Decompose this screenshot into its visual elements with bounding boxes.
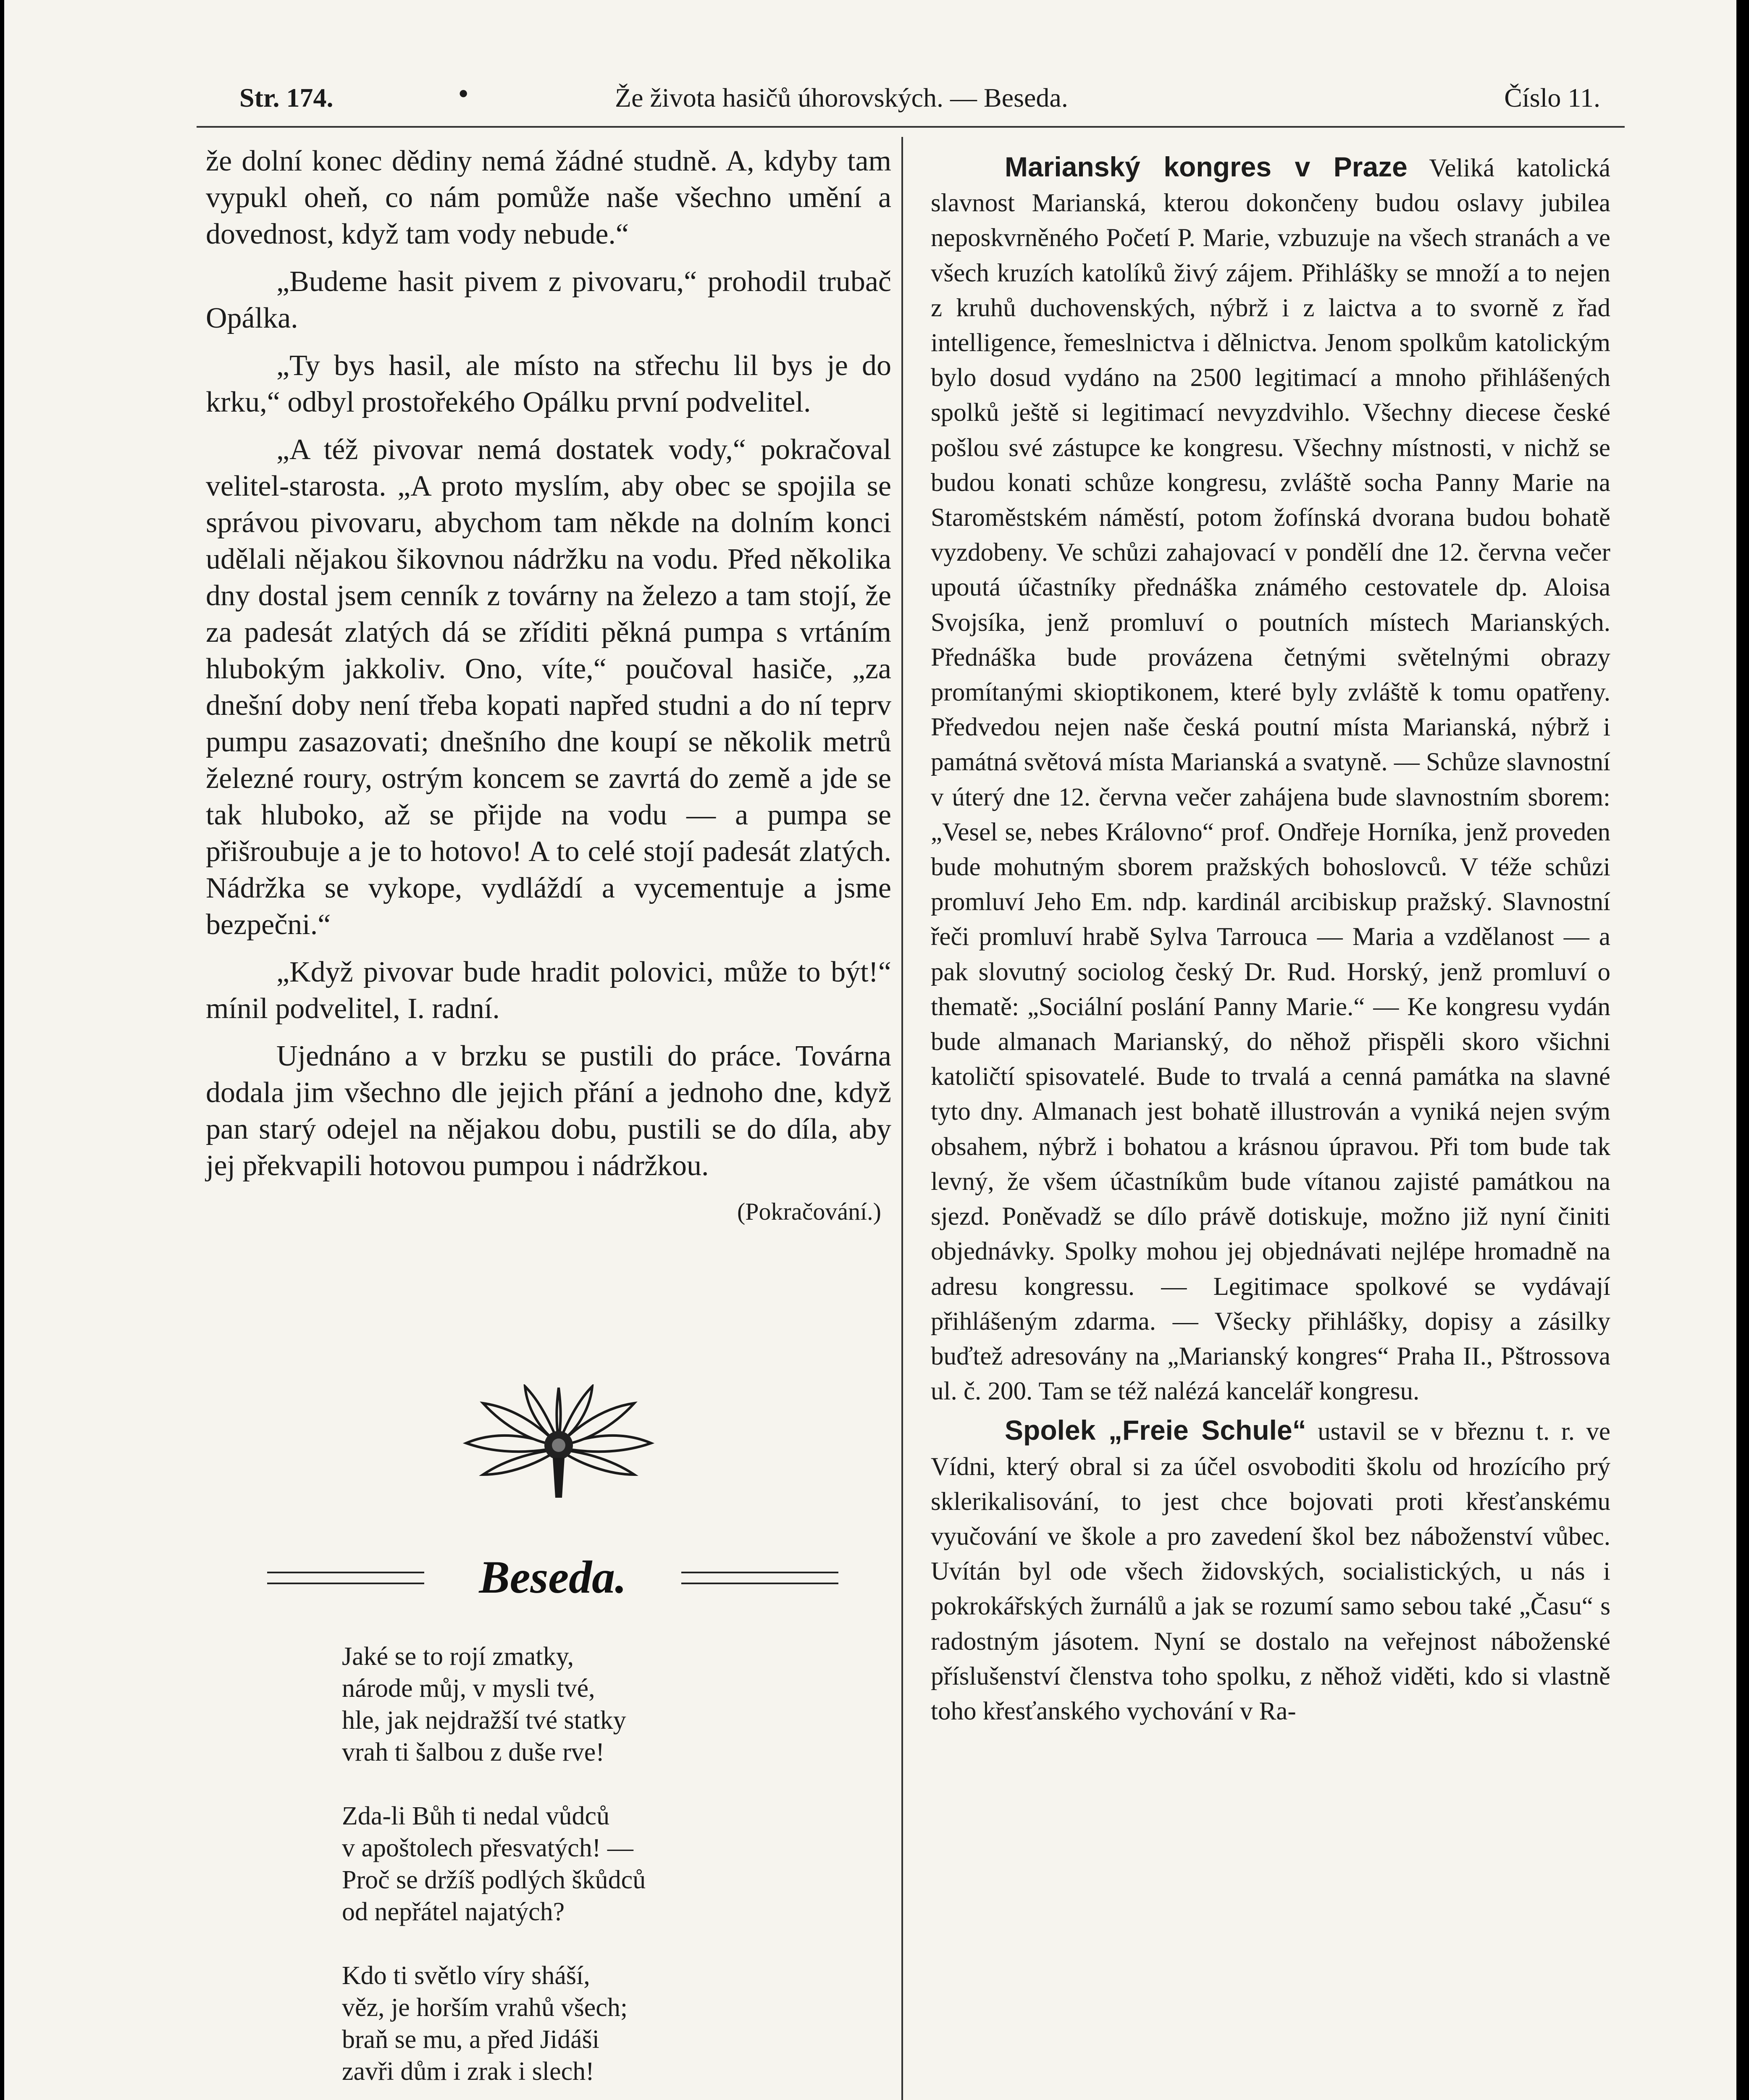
story-paragraph: „Budeme hasit pivem z pivovaru,“ prohodil trubač Opálka. xyxy=(206,265,891,334)
article-text: ustavil se v březnu t. r. ve Vídni, který obral si za účel osvoboditi školu od hrozícího prý sklerikalisování, to jest chce bojovati proti křesťanskému vyučování ve škole a pro zavedení škol bez náboženství vůbec. Uvítán byl ode všech židovských, socialistických, u nás i pokrokářských žurnálů a jak se rozumí samo sebou také „Času“ s radostným jásotem. Nyní se dostalo na veřejnost náboženské příslušenství členstva toho spolku, z něhož viděti, kdo si vlastně toho křesťanského vychování v Ra- xyxy=(931,1418,1610,1725)
running-title: Že života hasičů úhorovských. — Beseda. xyxy=(615,83,1068,113)
poem-line: hle, jak nejdražší tvé statky xyxy=(342,1706,626,1735)
story-paragraph: „Když pivovar bude hradit polovici, může to být!“ mínil podvelitel, I. radní. xyxy=(206,956,891,1025)
issue-number: Číslo 11. xyxy=(1504,83,1600,113)
newspaper-page xyxy=(4,0,1736,2100)
left-column xyxy=(206,143,891,1230)
poem-line: Jaké se to rojí zmatky, xyxy=(342,1642,574,1671)
header-rule xyxy=(197,126,1625,128)
header-dot: • xyxy=(459,79,468,108)
poem-line: zavři dům i zrak i slech! xyxy=(342,2057,594,2086)
story-paragraph: Ujednáno a v brzku se pustili do práce. Továrna dodala jim všechno dle jejich přání a jednoho dne, když pan starý odejel na nějakou dobu, pustili se do díla, aby jej překvapili hotovou pumpou i nádržkou. xyxy=(206,1040,891,1182)
poem xyxy=(342,1641,825,2100)
article-text: Veliká katolická slavnost Marianská, kterou dokončeny budou oslavy jubilea neposkvrněného Početí P. Marie, vzbuzuje na všech stranách a ve všech kruzích katolíků živý zájem. Přihlášky se množí a to nejen z kruhů duchovenských, nýbrž i z laictva a to svorně z řad intelligence, řemeslnictva i dělnictva. Jenom spolkům katolickým bylo dosud vydáno na 2500 legitimací a mnoho přihlášených spolků ještě si legitimací nevyzdvihlo. Všechny diecese české pošlou své zástupce ke kongresu. Všechny místnosti, v nichž se budou konati schůze kongresu, zvláště socha Panny Marie na Staroměstském náměstí, potom žofínská dvorana budou bohatě vyzdobeny. Ve schůzi zahajovací v pondělí dne 12. června večer upoutá účastníky přednáška známého cestovatele dp. Aloisa Svojsíka, jenž promluví o poutních místech Marianských. Přednáška bude provázena četnými světelnými obrazy promítanými skioptikonem, které byly zvláště k tomu opatřeny. Předvedou nejen naše česká poutní místa Marianská, nýbrž i památná světová místa Marianská a svatyně. — Schůze slavnostní v úterý dne 12. června večer zahájena bude slavnostním sborem: „Vesel se, nebes Královno“ prof. Ondřeje Horníka, jenž proveden bude mohutným sborem pražských bohoslovců. V téže schůzi promluví Jeho Em. ndp. kardinál arcibiskup pražský. Slavnostní řeči promluví hrabě Sylva Tarrouca — Maria a vzdělanost — a pak slovutný sociolog český Dr. Rud. Horský, jenž promluví o thematě: „Sociální poslání Panny Marie.“ — Ke kongresu vydán bude almanach Marianský, do něhož přispěli skoro všichni katoličtí spisovatelé. Bude to trvalá a cenná památka na slavné tyto dny. Almanach jest bohatě illustrován a vyniká nejen svým obsahem, nýbrž i bohatou a krásnou úpravou. Při tom bude tak levný, že všem účastníkům bude vítanou zajisté památkou na sjezd. Poněvadž se dílo právě dotiskuje, možno již nyní činiti objednávky. Spolky mohou jej objednávati nejlépe hromadně na adresu kongressu. — Legitimace spolkové se vydávají přihlášeným zdarma. — Všecky přihlášky, dopisy a zásilky buďtež adresovány na „Marianský kongres“ Praha II., Pštrossova ul. č. 200. Tam se též nalézá kancelář kongresu. xyxy=(931,154,1610,1406)
poem-stanza xyxy=(342,1641,825,1768)
page-header xyxy=(239,79,1600,120)
flower-ornament-icon xyxy=(458,1384,659,1502)
poem-line: braň se mu, a před Jidáši xyxy=(342,2025,599,2054)
poem-line: vrah ti šalbou z duše rve! xyxy=(342,1738,604,1767)
column-divider xyxy=(901,137,903,2100)
article-heading: Spolek „Freie Schule“ xyxy=(1005,1415,1306,1446)
story-paragraph: „Ty bys hasil, ale místo na střechu lil bys je do krku,“ odbyl prostořekého Opálku první podvelitel. xyxy=(206,349,891,418)
heading-rule-right xyxy=(681,1572,838,1584)
section-title: Beseda. xyxy=(479,1551,627,1603)
poem-stanza xyxy=(342,1800,825,1928)
right-column xyxy=(931,150,1610,1729)
continued-note: (Pokračování.) xyxy=(737,1198,881,1225)
poem-line: od nepřátel najatých? xyxy=(342,1898,565,1926)
news-article xyxy=(931,150,1610,1409)
story-paragraph: že dolní konec dědiny nemá žádné studně. A, kdyby tam vypukl oheň, co nám pomůže naše všechno umění a dovednost, když tam vody nebude.“ xyxy=(206,145,891,250)
poem-line: Kdo ti světlo víry sháší, xyxy=(342,1961,590,1990)
article-heading: Marianský kongres v Praze xyxy=(1005,151,1408,182)
poem-line: národe můj, v mysli tvé, xyxy=(342,1674,595,1703)
news-article xyxy=(931,1413,1610,1729)
page-number: Str. 174. xyxy=(239,83,334,113)
poem-line: Zda-li Bůh ti nedal vůdců xyxy=(342,1802,610,1830)
poem-line: v apoštolech přesvatých! — xyxy=(342,1834,633,1862)
poem-stanza xyxy=(342,1960,825,2087)
poem-line: věz, je horším vrahů všech; xyxy=(342,1993,628,2022)
story-paragraph: „A též pivovar nemá dostatek vody,“ pokračoval velitel-starosta. „A proto myslím, aby obec se spojila se správou pivovaru, abychom tam někde na dolním konci udělali nějakou šikovnou nádržku na vodu. Před několika dny dostal jsem cenník z továrny na železo a tam stojí, že za padesát zlatých dá se zříditi pěkná pumpa s vrtáním hlubokým jakkoliv. Ono, víte,“ poučoval hasiče, „za dnešní doby není třeba kopati napřed studni a do ní teprv pumpu zasazovati; dnešního dne koupí se několik metrů železné roury, ostrým koncem se zavrtá do země a jde se tak hluboko, až se přijde na vodu — a pumpa se přišroubuje a je to hotovo! A to celé stojí padesát zlatých. Nádržka se vykope, vydláždí a vycementuje a jsme bezpečni.“ xyxy=(206,433,891,941)
beseda-heading xyxy=(267,1550,838,1604)
poem-line: Proč se držíš podlých škůdců xyxy=(342,1866,646,1894)
